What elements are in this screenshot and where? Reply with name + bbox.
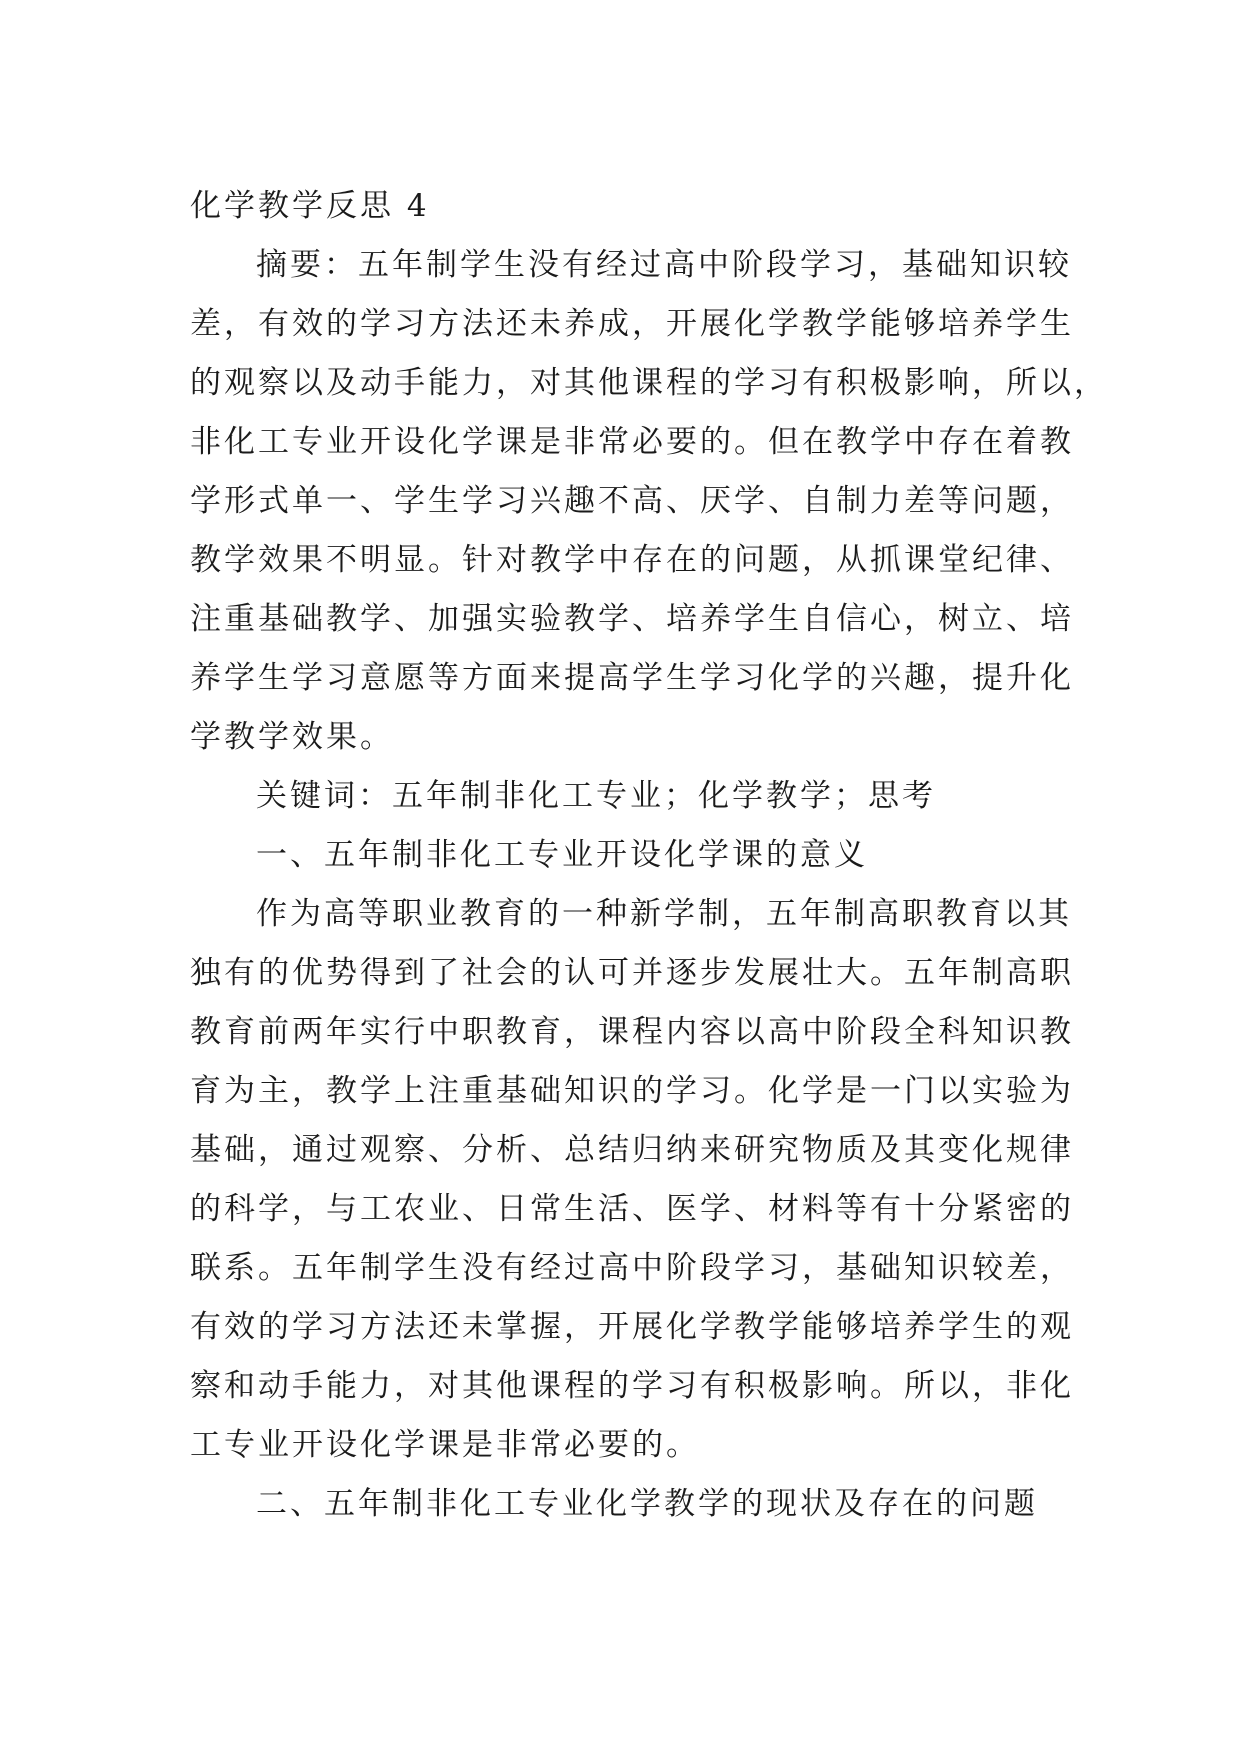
- keywords-paragraph: [190, 778, 1050, 815]
- section-1-line: 作为高等职业教育的一种新学制，五年制高职教育以其: [256, 896, 1072, 932]
- section-1-line: 教育前两年实行中职教育，课程内容以高中阶段全科知识教: [190, 1014, 1074, 1050]
- abstract-line: 摘要：五年制学生没有经过高中阶段学习，基础知识较: [256, 247, 1072, 283]
- document-title: 化学教学反思 4: [190, 188, 430, 224]
- abstract-line: 学教学效果。: [190, 719, 394, 755]
- section-2-heading-paragraph: [190, 1486, 1050, 1523]
- abstract-line: 养学生学习意愿等方面来提高学生学习化学的兴趣，提升化: [190, 660, 1074, 696]
- section-1-line: 联系。五年制学生没有经过高中阶段学习，基础知识较差，: [190, 1250, 1074, 1286]
- section-1-line: 基础，通过观察、分析、总结归纳来研究物质及其变化规律: [190, 1132, 1074, 1168]
- section-1-line: 察和动手能力，对其他课程的学习有积极影响。所以，非化: [190, 1368, 1074, 1404]
- section-1-line: 独有的优势得到了社会的认可并逐步发展壮大。五年制高职: [190, 955, 1074, 991]
- abstract-line: 注重基础教学、加强实验教学、培养学生自信心，树立、培: [190, 601, 1074, 637]
- abstract-line: 教学效果不明显。针对教学中存在的问题，从抓课堂纪律、: [190, 542, 1074, 578]
- abstract-paragraph: [190, 247, 1108, 756]
- section-1-line: 有效的学习方法还未掌握，开展化学教学能够培养学生的观: [190, 1309, 1074, 1345]
- document-body: [190, 188, 1108, 1545]
- keywords-line: 关键词：五年制非化工专业；化学教学；思考: [256, 778, 936, 814]
- section-1-line: 育为主，教学上注重基础知识的学习。化学是一门以实验为: [190, 1073, 1074, 1109]
- section-2-heading: 二、五年制非化工专业化学教学的现状及存在的问题: [256, 1486, 1038, 1522]
- section-1-paragraph: [190, 896, 1074, 1464]
- section-1-heading: 一、五年制非化工专业开设化学课的意义: [256, 837, 868, 873]
- abstract-line: 非化工专业开设化学课是非常必要的。但在教学中存在着教: [190, 424, 1074, 460]
- section-1-line: 工专业开设化学课是非常必要的。: [190, 1427, 700, 1463]
- abstract-line: 学形式单一、学生学习兴趣不高、厌学、自制力差等问题，: [190, 483, 1074, 519]
- section-1-line: 的科学，与工农业、日常生活、医学、材料等有十分紧密的: [190, 1191, 1074, 1227]
- abstract-line: 的观察以及动手能力，对其他课程的学习有积极影响，所以，: [190, 365, 1108, 401]
- section-1-heading-paragraph: [190, 837, 1050, 874]
- abstract-line: 差，有效的学习方法还未养成，开展化学教学能够培养学生: [190, 306, 1074, 342]
